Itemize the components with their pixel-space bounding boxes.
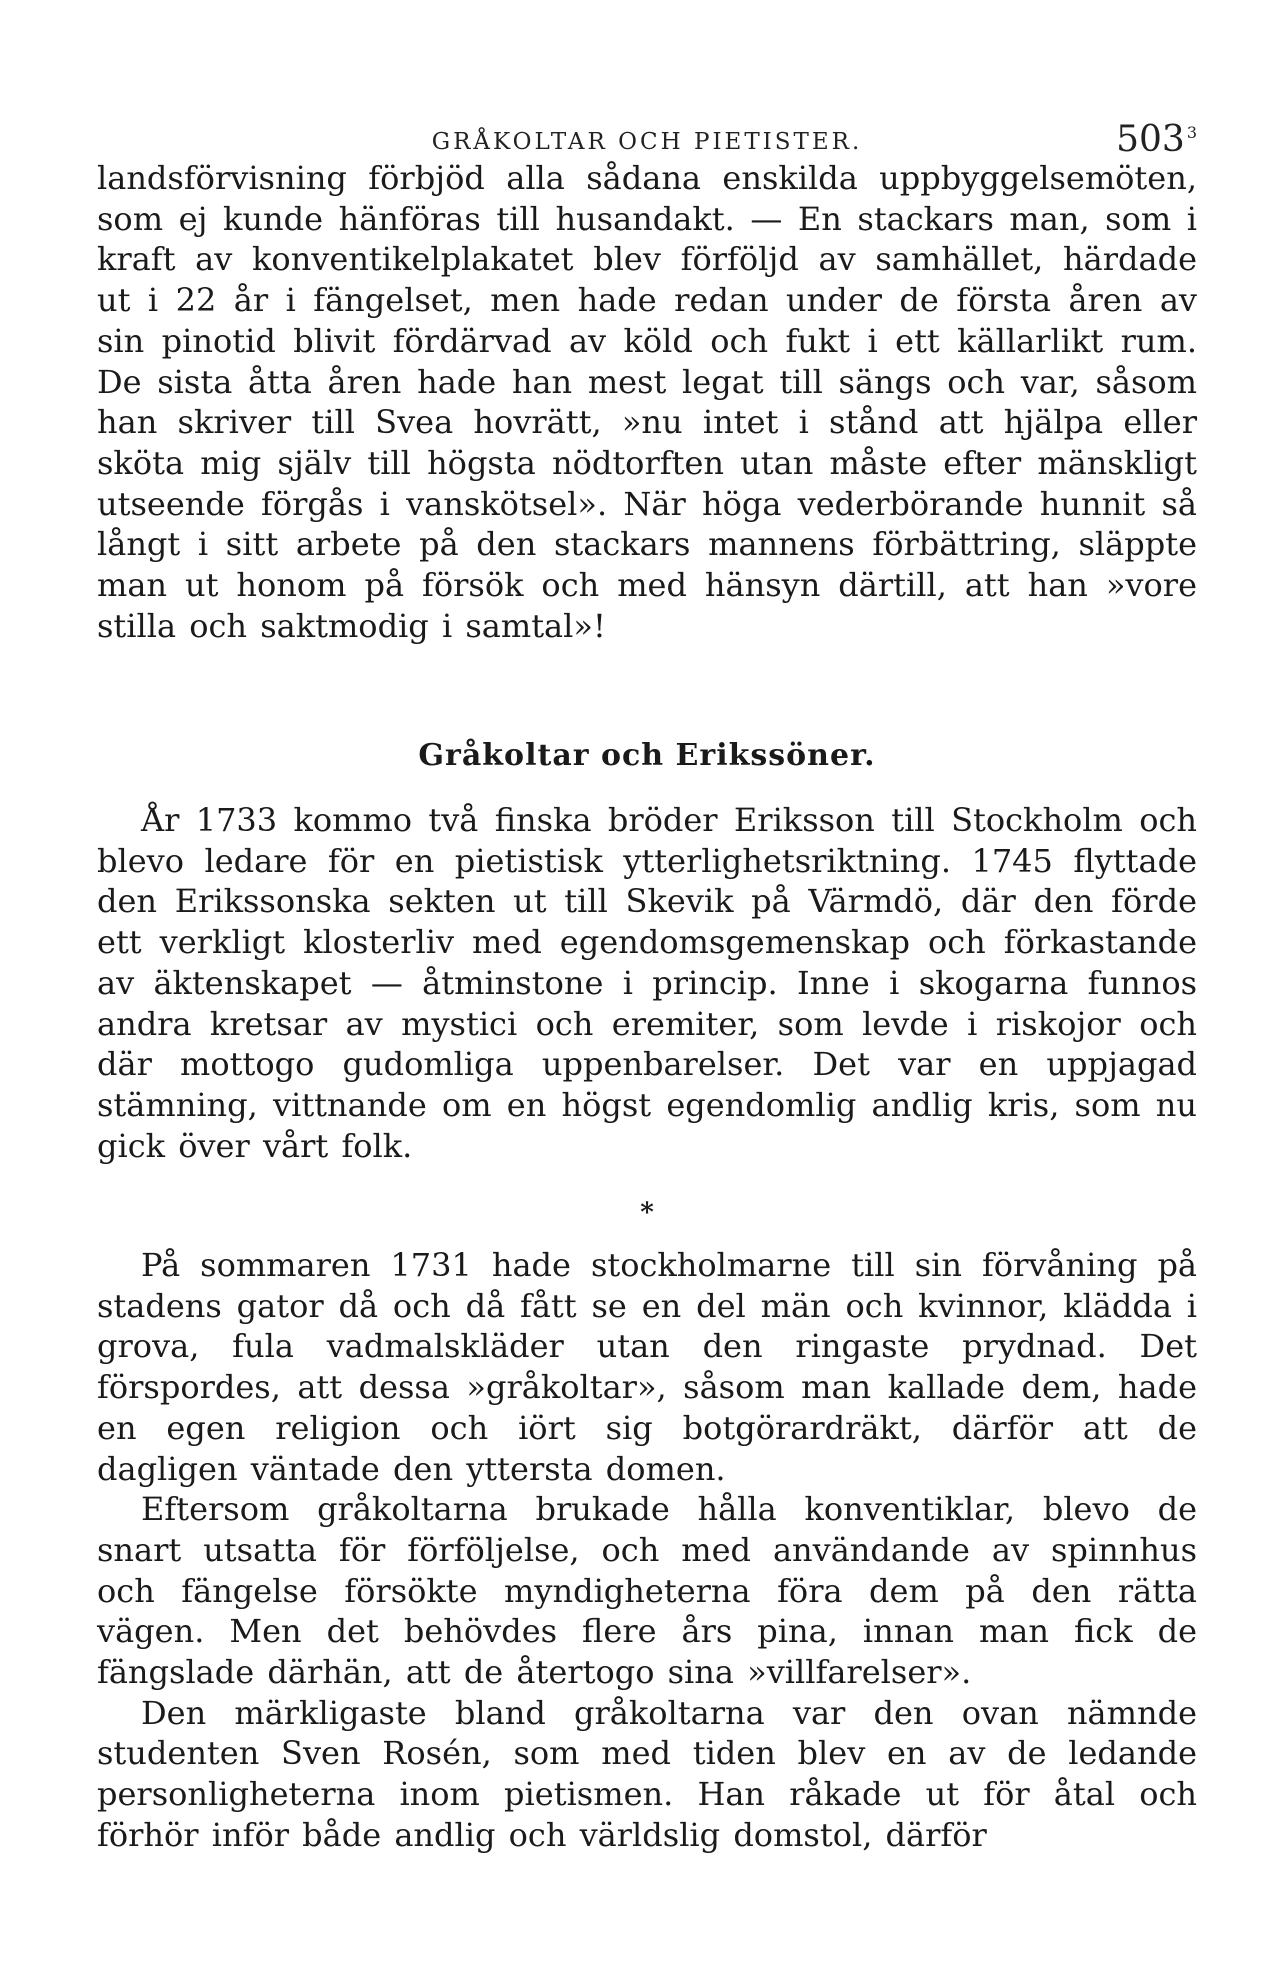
paragraph-continuation: landsförvisning förbjöd alla sådana enskilda uppbyggelsemöten, som ej kunde hänföras till husandakt. — En stackars man, som i kraft av konventikelplakatet blev förföljd av samhället, härdade ut i 22 år i fängelset, men hade redan under de första åren av sin pinotid blivit fördärvad av köld och fukt i ett källarlikt rum. De sista åtta åren hade han mest legat till sängs och var, såsom han skriver till Svea hovrätt, »nu intet i stånd att hjälpa eller sköta mig själv till högsta nödtorften utan måste efter mänskligt utseende förgås i vanskötsel». När höga vederbörande hunnit så långt i sitt arbete på den stackars mannens förbättring, släppte man ut honom på försök och med hänsyn därtill, att han »vore stilla och saktmodig i samtal»! xyxy=(97,159,1197,645)
paragraph-rosen: Den märkligaste bland gråkoltarna var den ovan nämnde studenten Sven Rosén, som med tiden blev en av de ledande personligheterna inom pietismen. Han råkade ut för åtal och förhör inför både andlig och världslig domstol, därför xyxy=(97,1693,1197,1854)
page-number-mark: 3 xyxy=(1186,123,1197,142)
gråkoltar-text-block xyxy=(97,1245,1197,1856)
paragraph-erikssoner: År 1733 kommo två finska bröder Eriksson till Stockholm och blevo ledare för en pietistisk ytterlighetsriktning. 1745 flyttade den Erikssonska sekten ut till Skevik på Värmdö, där den förde ett verkligt klosterliv med egendomsgemenskap och förkastande av äktenskapet — åtminstone i princip. Inne i skogarna funnos andra kretsar av mystici och eremiter, som levde i riskojor och där mottogo gudomliga uppenbarelser. Det var en uppjagad stämning, vittnande om en högst egendomlig andlig kris, som nu gick över vårt folk. xyxy=(97,801,1197,1165)
paragraph-sommaren: På sommaren 1731 hade stockholmarne till sin förvåning på stadens gator då och då fått se en del män och kvinnor, klädda i grova, fula vadmalskläder utan den ringaste prydnad. Det förspordes, att dessa »gråkoltar», såsom man kallade dem, hade en egen religion och iört sig botgörardräkt, därför att de dagligen väntade den yttersta domen. xyxy=(97,1246,1197,1488)
opening-text-block xyxy=(97,158,1197,646)
section-separator: * xyxy=(640,1198,654,1228)
section-heading: Gråkoltar och Erikssöner. xyxy=(418,738,876,773)
running-title: GRÅKOLTAR OCH PIETISTER. xyxy=(431,129,863,155)
page-number xyxy=(1116,119,1197,160)
page-number-value: 503 xyxy=(1116,119,1185,160)
paragraph-eftersom: Eftersom gråkoltarna brukade hålla konventiklar, blevo de snart utsatta för förföljelse, och med användande av spinnhus och fängelse försökte myndigheterna föra dem på den rätta vägen. Men det behövdes flere års pina, innan man fick de fängslade därhän, att de återtogo sina »villfarelser». xyxy=(97,1490,1197,1692)
section-text-block xyxy=(97,800,1197,1166)
